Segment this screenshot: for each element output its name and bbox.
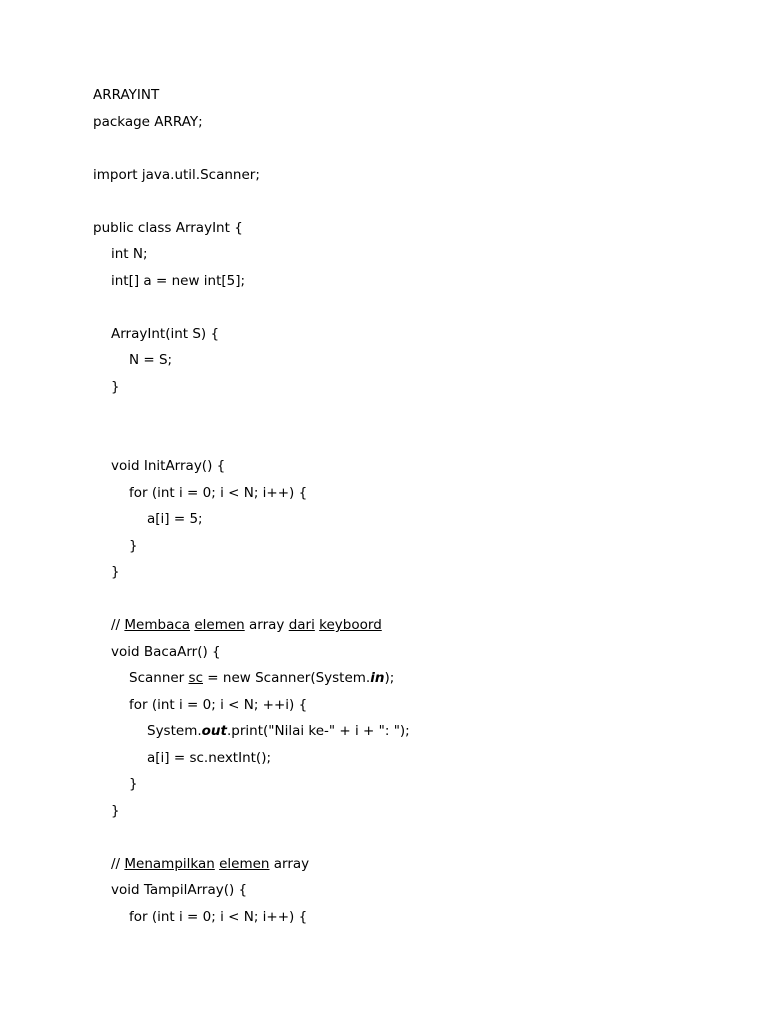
- code-segment: Scanner: [129, 670, 189, 686]
- blank-line: [93, 135, 733, 162]
- blank-line: [93, 188, 733, 215]
- code-line: N = S;: [129, 352, 173, 368]
- code-line: }: [129, 537, 138, 554]
- comment-word: Menampilkan: [124, 855, 215, 872]
- code-line: int[] a = new int[5];: [111, 272, 246, 289]
- code-line: import java.util.Scanner;: [93, 166, 260, 183]
- code-line: void BacaArr() {: [111, 643, 221, 660]
- code-line: for (int i = 0; i < N; ++i) {: [129, 696, 308, 713]
- code-line: }: [111, 802, 120, 819]
- code-variable: sc: [188, 670, 203, 686]
- blank-line: [93, 427, 733, 454]
- code-line: a[i] = sc.nextInt();: [147, 749, 272, 766]
- code-line: ArrayInt(int S) {: [111, 325, 220, 342]
- comment-line: [93, 851, 733, 878]
- code-segment: );: [384, 670, 395, 686]
- code-line: }: [111, 378, 120, 395]
- code-line: package ARRAY;: [93, 113, 203, 130]
- document-page: [93, 82, 733, 930]
- code-static-field: out: [201, 723, 227, 739]
- comment-text: array: [244, 617, 289, 633]
- comment-prefix: //: [111, 617, 125, 633]
- comment-prefix: //: [111, 855, 125, 872]
- code-static-field: in: [370, 670, 385, 686]
- comment-word: elemen: [219, 855, 270, 872]
- code-line: [93, 718, 733, 745]
- comment-word: dari: [288, 617, 315, 633]
- code-line: void TampilArray() {: [111, 882, 248, 898]
- code-segment: .print("Nilai ke-" + i + ": ");: [226, 723, 410, 739]
- code-line: a[i] = 5;: [147, 511, 203, 527]
- comment-word: Membaca: [124, 617, 191, 633]
- document-title: ARRAYINT: [93, 87, 160, 103]
- comment-word: keyboord: [319, 617, 382, 633]
- code-line: }: [111, 564, 120, 580]
- blank-line: [93, 400, 733, 427]
- blank-line: [93, 824, 733, 851]
- code-line: void InitArray() {: [111, 458, 226, 474]
- code-line: for (int i = 0; i < N; i++) {: [129, 908, 308, 925]
- comment-word: elemen: [194, 617, 245, 633]
- code-line: int N;: [111, 246, 148, 262]
- blank-line: [93, 586, 733, 613]
- code-segment: = new Scanner(System.: [203, 670, 371, 686]
- code-segment: System.: [147, 723, 202, 739]
- code-line: [93, 665, 733, 692]
- blank-line: [93, 294, 733, 321]
- code-line: public class ArrayInt {: [93, 219, 243, 236]
- comment-text: array: [269, 855, 310, 872]
- comment-line: [93, 612, 733, 639]
- code-line: }: [129, 776, 138, 792]
- code-line: for (int i = 0; i < N; i++) {: [129, 484, 308, 501]
